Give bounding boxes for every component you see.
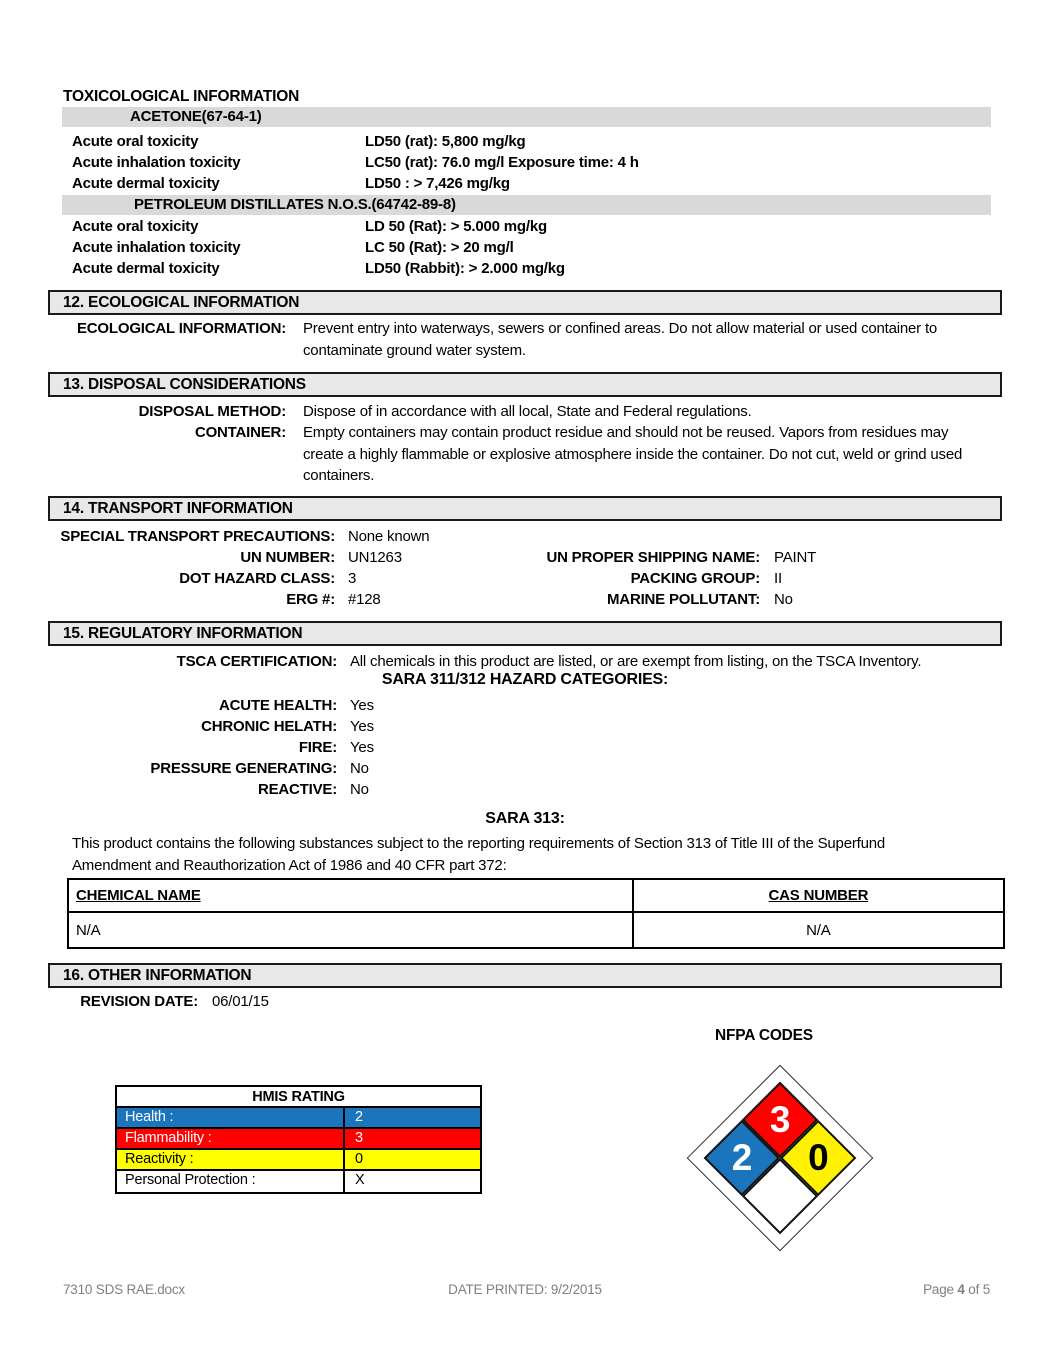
disposal-method-label: DISPOSAL METHOD:: [138, 403, 286, 420]
hmis-title: HMIS RATING: [117, 1087, 480, 1108]
hmis-row-flammability: [117, 1129, 480, 1150]
revision-date-label: REVISION DATE:: [80, 993, 198, 1010]
nfpa-diamond: [687, 1065, 874, 1252]
packing-group-label: PACKING GROUP:: [630, 570, 760, 587]
cas-number-header: CAS NUMBER: [633, 879, 1004, 912]
footer-page-prefix: Page: [923, 1282, 954, 1297]
packing-group-value: II: [774, 570, 782, 587]
pressure-generating-value: No: [350, 760, 369, 777]
revision-date-value: 06/01/15: [212, 993, 269, 1010]
reactive-label: REACTIVE:: [257, 781, 337, 798]
un-number-label: UN NUMBER:: [240, 549, 335, 566]
hmis-reactivity-label: Reactivity :: [117, 1150, 345, 1169]
chronic-health-value: Yes: [350, 718, 374, 735]
fire-value: Yes: [350, 739, 374, 756]
disposal-container-label: CONTAINER:: [194, 424, 286, 441]
tsca-label: TSCA CERTIFICATION:: [176, 653, 337, 670]
section-header-disposal: 13. DISPOSAL CONSIDERATIONS: [48, 372, 1002, 397]
hmis-flammability-label: Flammability :: [117, 1129, 345, 1148]
section-header-regulatory: 15. REGULATORY INFORMATION: [48, 621, 1002, 646]
hmis-personal-protection-value: X: [355, 1172, 365, 1188]
tox-row-label: Acute oral toxicity: [72, 133, 199, 150]
tox-row-label: Acute dermal toxicity: [72, 260, 220, 277]
reactive-value: No: [350, 781, 369, 798]
chronic-health-label: CHRONIC HELATH:: [201, 718, 337, 735]
disposal-method-text: Dispose of in accordance with all local, State and Federal regulations.: [303, 403, 752, 420]
shipping-name-label: UN PROPER SHIPPING NAME:: [546, 549, 760, 566]
sara-313-title: SARA 313:: [485, 810, 565, 827]
nfpa-diamond-outline: [687, 1065, 874, 1252]
hmis-flammability-value: 3: [355, 1130, 363, 1146]
nfpa-health-rating: 2: [731, 1136, 753, 1178]
dot-hazard-class-label: DOT HAZARD CLASS:: [179, 570, 335, 587]
acute-health-value: Yes: [350, 697, 374, 714]
tox-row-value: LC50 (rat): 76.0 mg/l Exposure time: 4 h: [365, 154, 639, 171]
footer-page-suffix: of 5: [968, 1282, 990, 1297]
dot-hazard-class-value: 3: [348, 570, 357, 587]
hmis-rating-table: [115, 1085, 482, 1194]
nfpa-flammability-rating: 3: [769, 1098, 791, 1140]
disposal-container-text: Empty containers may contain product residue and should not be reused. Vapors from residues may create a highly flammable or explosive atmosphere inside the container. Do not cut, weld or grind used containers.: [303, 424, 963, 484]
section-header-ecological: 12. ECOLOGICAL INFORMATION: [48, 290, 1002, 315]
shipping-name-value: PAINT: [774, 549, 817, 566]
section-header-transport: 14. TRANSPORT INFORMATION: [48, 496, 1002, 521]
nfpa-diamond-grid: [704, 1082, 857, 1235]
tsca-value: All chemicals in this product are listed, or are exempt from listing, on the TSCA Inventory.: [350, 653, 922, 670]
acute-health-label: ACUTE HEALTH:: [219, 697, 337, 714]
toxicology-title: TOXICOLOGICAL INFORMATION: [63, 88, 300, 105]
footer-filename: 7310 SDS RAE.docx: [63, 1282, 185, 1297]
section-header-other: 16. OTHER INFORMATION: [48, 963, 1002, 988]
hmis-row-reactivity: [117, 1150, 480, 1171]
chemical-name-header: CHEMICAL NAME: [68, 879, 633, 912]
hmis-row-health: [117, 1108, 480, 1129]
nfpa-codes-title: NFPA CODES: [715, 1027, 813, 1044]
hmis-personal-protection-label: Personal Protection :: [117, 1171, 345, 1192]
chemical-band-acetone: [62, 107, 991, 127]
hmis-reactivity-value: 0: [355, 1151, 363, 1167]
table-row: [68, 912, 1004, 948]
hmis-health-label: Health :: [117, 1108, 345, 1127]
tox-row-value: LD50 (rat): 5,800 mg/kg: [365, 133, 526, 150]
erg-number-value: #128: [348, 591, 381, 608]
tox-row-label: Acute oral toxicity: [72, 218, 199, 235]
sara-313-table: [67, 878, 1005, 949]
tox-row-value: LD 50 (Rat): > 5.000 mg/kg: [365, 218, 547, 235]
chemical-name: ACETONE(67-64-1): [130, 108, 262, 125]
chemical-band-petroleum: [62, 195, 991, 215]
footer-page-number: 4: [957, 1282, 965, 1297]
sara-313-text: This product contains the following substances subject to the reporting requirements of Section 313 of Title III of the Superfund Amendment and Reauthorization Act of 1986 and 40 CFR part 372:: [72, 835, 886, 874]
footer-page-indicator: [790, 1281, 990, 1299]
ecological-text: Prevent entry into waterways, sewers or confined areas. Do not allow material or used container to contaminate ground water system.: [303, 320, 938, 359]
table-header-row: [68, 879, 1004, 912]
chemical-name: PETROLEUM DISTILLATES N.O.S.(64742-89-8): [134, 196, 456, 213]
hmis-health-value: 2: [355, 1109, 363, 1125]
marine-pollutant-label: MARINE POLLUTANT:: [607, 591, 760, 608]
tox-row-label: Acute inhalation toxicity: [72, 239, 241, 256]
hmis-row-personal-protection: [117, 1171, 480, 1192]
un-number-value: UN1263: [348, 549, 402, 566]
cas-number-cell: N/A: [633, 912, 1004, 948]
tox-row-value: LC 50 (Rat): > 20 mg/l: [365, 239, 514, 256]
footer-date-printed: DATE PRINTED: 9/2/2015: [448, 1282, 602, 1297]
erg-number-label: ERG #:: [286, 591, 335, 608]
marine-pollutant-value: No: [774, 591, 793, 608]
nfpa-reactivity-rating: 0: [807, 1136, 829, 1178]
fire-label: FIRE:: [298, 739, 337, 756]
tox-row-value: LD50 (Rabbit): > 2.000 mg/kg: [365, 260, 565, 277]
special-precautions-label: SPECIAL TRANSPORT PRECAUTIONS:: [60, 528, 335, 545]
special-precautions-value: None known: [348, 528, 430, 545]
tox-row-value: LD50 : > 7,426 mg/kg: [365, 175, 510, 192]
ecological-label: ECOLOGICAL INFORMATION:: [77, 320, 286, 337]
tox-row-label: Acute dermal toxicity: [72, 175, 220, 192]
chemical-name-cell: N/A: [68, 912, 633, 948]
pressure-generating-label: PRESSURE GENERATING:: [150, 760, 337, 777]
sara-311-312-title: SARA 311/312 HAZARD CATEGORIES:: [381, 671, 669, 688]
tox-row-label: Acute inhalation toxicity: [72, 154, 241, 171]
